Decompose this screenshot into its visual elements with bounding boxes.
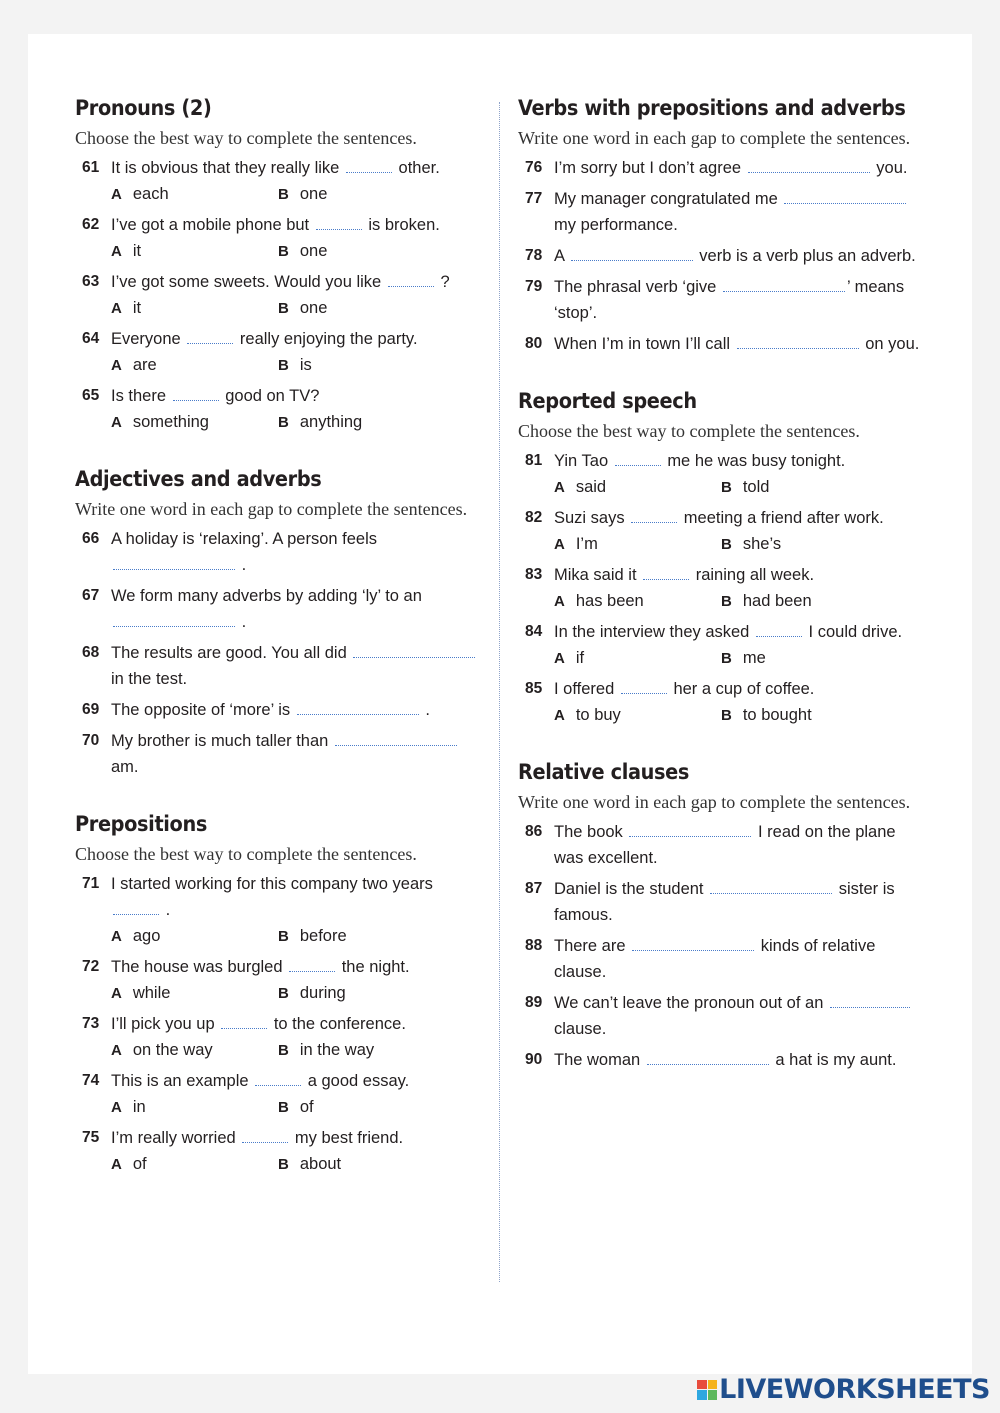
section-adjectives: [75, 467, 485, 780]
section-instruction: Write one word in each gap to complete the sentences.: [518, 128, 911, 148]
option-b[interactable]: B is: [278, 356, 312, 374]
options-75: [75, 1151, 485, 1177]
logo-text: LIVEWORKSHEETS: [719, 1374, 990, 1405]
worksheet-page: [28, 34, 972, 1374]
options-74: [75, 1094, 485, 1120]
question-82: 82 Suzi says meeting a friend after work.: [525, 509, 884, 527]
option-b[interactable]: B of: [278, 1098, 314, 1116]
answer-gap-80[interactable]: [737, 334, 859, 349]
options-73: [75, 1037, 485, 1063]
answer-gap-83[interactable]: [643, 565, 689, 580]
option-a[interactable]: A something: [111, 413, 209, 431]
question-66: 66 A holiday is ‘relaxing’. A person feels .: [82, 530, 377, 574]
option-a[interactable]: A while: [111, 984, 171, 1002]
option-a[interactable]: A are: [111, 356, 157, 374]
answer-gap-67[interactable]: [113, 612, 235, 627]
liveworksheets-logo[interactable]: [697, 1374, 990, 1405]
question-89: 89 We can’t leave the pronoun out of an clause.: [518, 990, 928, 1042]
options-83: [518, 588, 928, 614]
answer-gap-84[interactable]: [756, 622, 802, 637]
question-64: 64 Everyone really enjoying the party.: [82, 330, 418, 348]
option-b[interactable]: B one: [278, 185, 328, 203]
section-instruction: Choose the best way to complete the sentences.: [518, 421, 860, 441]
question-77: 77 My manager congratulated me my performance.: [518, 186, 928, 238]
question-90: 90 The woman a hat is my aunt.: [525, 1051, 897, 1069]
option-a[interactable]: A it: [111, 299, 142, 317]
question-76: 76 I’m sorry but I don’t agree you.: [525, 159, 908, 177]
option-b[interactable]: B before: [278, 927, 347, 945]
option-a[interactable]: A of: [111, 1155, 147, 1173]
question-83: 83 Mika said it raining all week.: [525, 566, 815, 584]
section-title: Prepositions: [75, 812, 207, 836]
option-b[interactable]: B she’s: [721, 535, 782, 553]
option-a[interactable]: A each: [111, 185, 169, 203]
options-85: [518, 702, 928, 728]
section-instruction: Write one word in each gap to complete the sentences.: [75, 499, 468, 519]
options-63: [75, 295, 485, 321]
options-84: [518, 645, 928, 671]
answer-gap-65[interactable]: [173, 386, 219, 401]
answer-gap-61[interactable]: [346, 158, 392, 173]
answer-gap-88[interactable]: [632, 936, 754, 951]
option-a[interactable]: A in: [111, 1098, 146, 1116]
section-title: Adjectives and adverbs: [75, 467, 322, 491]
answer-gap-77[interactable]: [784, 189, 906, 204]
answer-gap-87[interactable]: [710, 879, 832, 894]
option-b[interactable]: B during: [278, 984, 346, 1002]
options-81: [518, 474, 928, 500]
option-b[interactable]: B one: [278, 242, 328, 260]
section-prepositions: [75, 812, 485, 1177]
right-column: [518, 96, 928, 1105]
option-a[interactable]: A I’m: [554, 535, 598, 553]
answer-gap-89[interactable]: [830, 993, 910, 1008]
option-a[interactable]: A on the way: [111, 1041, 213, 1059]
question-85: 85 I offered her a cup of coffee.: [525, 680, 815, 698]
section-title: Verbs with prepositions and adverbs: [518, 96, 906, 120]
options-71: [75, 923, 485, 949]
option-b[interactable]: B in the way: [278, 1041, 375, 1059]
option-a[interactable]: A to buy: [554, 706, 621, 724]
option-b[interactable]: B me: [721, 649, 766, 667]
options-62: [75, 238, 485, 264]
question-78: 78 A verb is a verb plus an adverb.: [525, 247, 916, 265]
option-a[interactable]: A ago: [111, 927, 161, 945]
answer-gap-76[interactable]: [748, 158, 870, 173]
question-87: 87 Daniel is the student sister is famous.: [525, 880, 895, 924]
answer-gap-75[interactable]: [242, 1128, 288, 1143]
answer-gap-62[interactable]: [316, 215, 362, 230]
question-63: 63 I’ve got some sweets. Would you like ?: [82, 273, 450, 291]
section-title: Relative clauses: [518, 760, 690, 784]
options-72: [75, 980, 485, 1006]
options-64: [75, 352, 485, 378]
question-81: 81 Yin Tao me he was busy tonight.: [525, 452, 846, 470]
option-b[interactable]: B about: [278, 1155, 342, 1173]
answer-gap-73[interactable]: [221, 1014, 267, 1029]
question-86: 86 The book I read on the plane was excellent.: [525, 823, 896, 867]
question-74: 74 This is an example a good essay.: [82, 1072, 410, 1090]
answer-gap-79[interactable]: [723, 277, 845, 292]
option-a[interactable]: A has been: [554, 592, 644, 610]
column-divider: [499, 102, 500, 1282]
question-88: 88 There are kinds of relative clause.: [525, 937, 876, 981]
option-b[interactable]: B had been: [721, 592, 812, 610]
answer-gap-72[interactable]: [289, 957, 335, 972]
section-verbs: [518, 96, 928, 357]
answer-gap-63[interactable]: [388, 272, 434, 287]
section-title: Pronouns (2): [75, 96, 212, 120]
option-b[interactable]: B told: [721, 478, 770, 496]
answer-gap-66[interactable]: [113, 555, 235, 570]
question-79: 79 The phrasal verb ‘give ’ means ‘stop’.: [525, 278, 905, 322]
option-b[interactable]: B one: [278, 299, 328, 317]
question-67: 67 We form many adverbs by adding ‘ly’ to an .: [82, 587, 422, 631]
answer-gap-68[interactable]: [353, 643, 475, 658]
question-84: 84 In the interview they asked I could drive.: [525, 623, 903, 641]
question-68: 68 The results are good. You all did in the test.: [75, 640, 485, 692]
answer-gap-90[interactable]: [647, 1050, 769, 1065]
question-80: 80 When I’m in town I’ll call on you.: [525, 335, 920, 353]
section-instruction: Write one word in each gap to complete the sentences.: [518, 792, 911, 812]
question-65: 65 Is there good on TV?: [82, 387, 320, 405]
question-72: 72 The house was burgled the night.: [82, 958, 410, 976]
question-71: 71 I started working for this company two years .: [82, 875, 433, 919]
question-70: 70 My brother is much taller than am.: [75, 728, 485, 780]
question-75: 75 I’m really worried my best friend.: [82, 1129, 404, 1147]
option-b[interactable]: B anything: [278, 413, 363, 431]
options-82: [518, 531, 928, 557]
answer-gap-71[interactable]: [113, 900, 159, 915]
option-a[interactable]: A if: [554, 649, 585, 667]
answer-gap-82[interactable]: [631, 508, 677, 523]
question-62: 62 I’ve got a mobile phone but is broken.: [82, 216, 440, 234]
answer-gap-78[interactable]: [571, 246, 693, 261]
options-61: [75, 181, 485, 207]
answer-gap-86[interactable]: [629, 822, 751, 837]
section-relative-clauses: [518, 760, 928, 1073]
left-column: [75, 96, 485, 1209]
option-a[interactable]: A said: [554, 478, 607, 496]
answer-gap-69[interactable]: [297, 700, 419, 715]
question-61: 61 It is obvious that they really like other.: [82, 159, 440, 177]
option-a[interactable]: A it: [111, 242, 142, 260]
section-instruction: Choose the best way to complete the sentences.: [75, 128, 417, 148]
section-reported-speech: [518, 389, 928, 728]
section-instruction: Choose the best way to complete the sentences.: [75, 844, 417, 864]
answer-gap-74[interactable]: [255, 1071, 301, 1086]
section-pronouns: [75, 96, 485, 435]
question-69: 69 The opposite of ‘more’ is .: [82, 701, 430, 719]
answer-gap-81[interactable]: [615, 451, 661, 466]
answer-gap-64[interactable]: [187, 329, 233, 344]
options-65: [75, 409, 485, 435]
section-title: Reported speech: [518, 389, 697, 413]
logo-grid-icon: [697, 1380, 717, 1400]
option-b[interactable]: B to bought: [721, 706, 812, 724]
answer-gap-85[interactable]: [621, 679, 667, 694]
answer-gap-70[interactable]: [335, 731, 457, 746]
question-73: 73 I’ll pick you up to the conference.: [82, 1015, 406, 1033]
